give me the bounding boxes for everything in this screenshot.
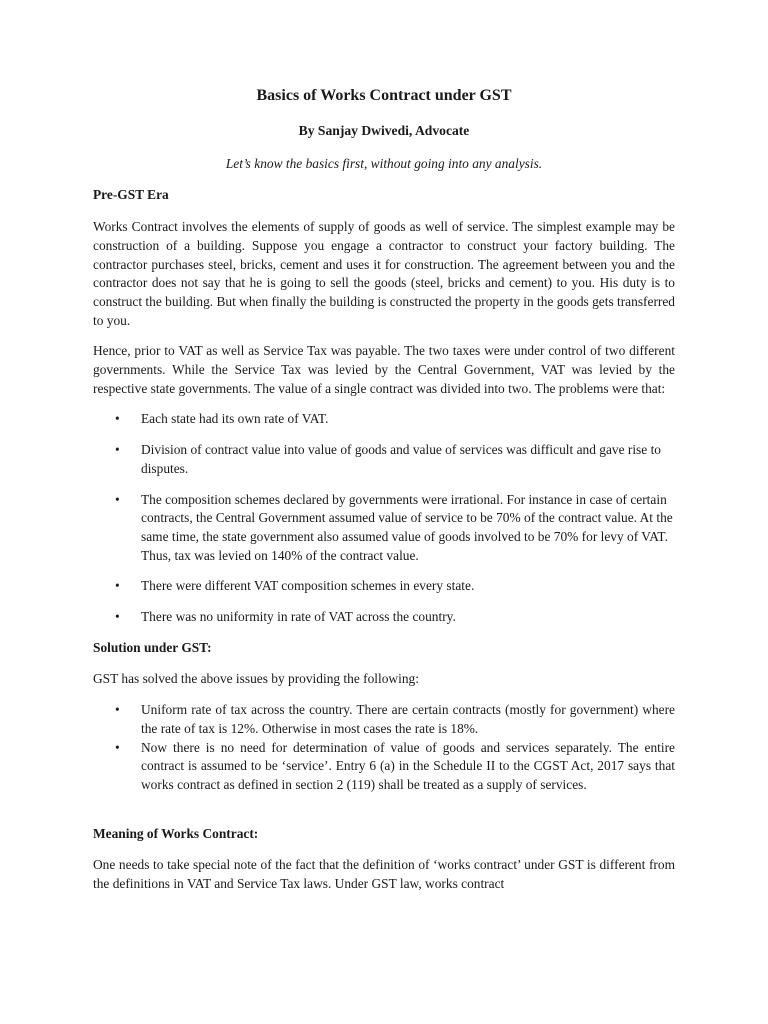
author-byline: By Sanjay Dwivedi, Advocate bbox=[298, 123, 470, 138]
solutions-list bbox=[93, 701, 675, 795]
bullet-icon: • bbox=[115, 578, 120, 594]
heading-meaning-works-contract: Meaning of Works Contract: bbox=[93, 825, 259, 841]
list-item bbox=[93, 701, 675, 738]
document-title: Basics of Works Contract under GST bbox=[256, 87, 512, 104]
list-item bbox=[93, 608, 675, 627]
bullet-icon: • bbox=[115, 411, 120, 427]
heading-solution-gst: Solution under GST: bbox=[93, 639, 212, 655]
paragraph-vat-service-tax: Hence, prior to VAT as well as Service Tax was payable. The two taxes were under control of two different governments. While the Service Tax was levied by the Central Government, VAT was levied by the respective state governments. The value of a single contract was divided into two. The problems were that: bbox=[93, 343, 675, 396]
list-item bbox=[93, 739, 675, 795]
list-item-text: Division of contract value into value of goods and value of services was difficult and gave rise to disputes. bbox=[141, 442, 661, 476]
intro-line: Let’s know the basics first, without going into any analysis. bbox=[225, 155, 543, 171]
paragraph-works-contract: Works Contract involves the elements of supply of goods as well of service. The simplest example may be construction of a building. Suppose you engage a contractor to construct your factory building. The contractor purchases steel, bricks, cement and uses it for construction. The agreement between you and the contractor does not say that he is going to sell the goods (steel, bricks and cement) to you. His duty is to construct the building. But when finally the building is constructed the property in the goods gets transferred to you. bbox=[93, 219, 675, 328]
list-item-text: Each state had its own rate of VAT. bbox=[141, 411, 329, 427]
list-item bbox=[93, 441, 675, 478]
problems-list bbox=[93, 410, 675, 626]
list-item bbox=[93, 410, 675, 429]
list-item-text: The composition schemes declared by governments were irrational. For instance in case of certain contracts, the Central Government assumed value of service to be 70% of the contract value. At the same time, the state government also assumed value of goods involved to be 70% for levy of VAT. Thus, tax was levied on 140% of the contract value. bbox=[141, 491, 673, 563]
list-item bbox=[93, 491, 675, 566]
heading-pre-gst: Pre-GST Era bbox=[93, 187, 169, 203]
bullet-icon: • bbox=[115, 739, 120, 755]
bullet-icon: • bbox=[115, 491, 120, 507]
list-item-text: There was no uniformity in rate of VAT across the country. bbox=[141, 609, 456, 625]
paragraph-definition: One needs to take special note of the fact that the definition of ‘works contract’ under GST is different from the definitions in VAT and Service Tax laws. Under GST law, works contract bbox=[93, 857, 675, 892]
bullet-icon: • bbox=[115, 442, 120, 458]
list-item-text: There were different VAT composition schemes in every state. bbox=[141, 578, 475, 594]
list-item bbox=[93, 577, 675, 596]
paragraph-gst-solved: GST has solved the above issues by providing the following: bbox=[93, 671, 419, 687]
bullet-icon: • bbox=[115, 609, 120, 625]
list-item-text: Now there is no need for determination of value of goods and services separately. The entire contract is assumed to be ‘service’. Entry 6 (a) in the Schedule II to the CGST Act, 2017 says that works contract as defined in section 2 (119) shall be treated as a supply of services. bbox=[141, 739, 675, 792]
document-body bbox=[93, 86, 675, 906]
bullet-icon: • bbox=[115, 702, 120, 718]
list-item-text: Uniform rate of tax across the country. There are certain contracts (mostly for government) where the rate of tax is 12%. Otherwise in most cases the rate is 18%. bbox=[141, 702, 675, 736]
